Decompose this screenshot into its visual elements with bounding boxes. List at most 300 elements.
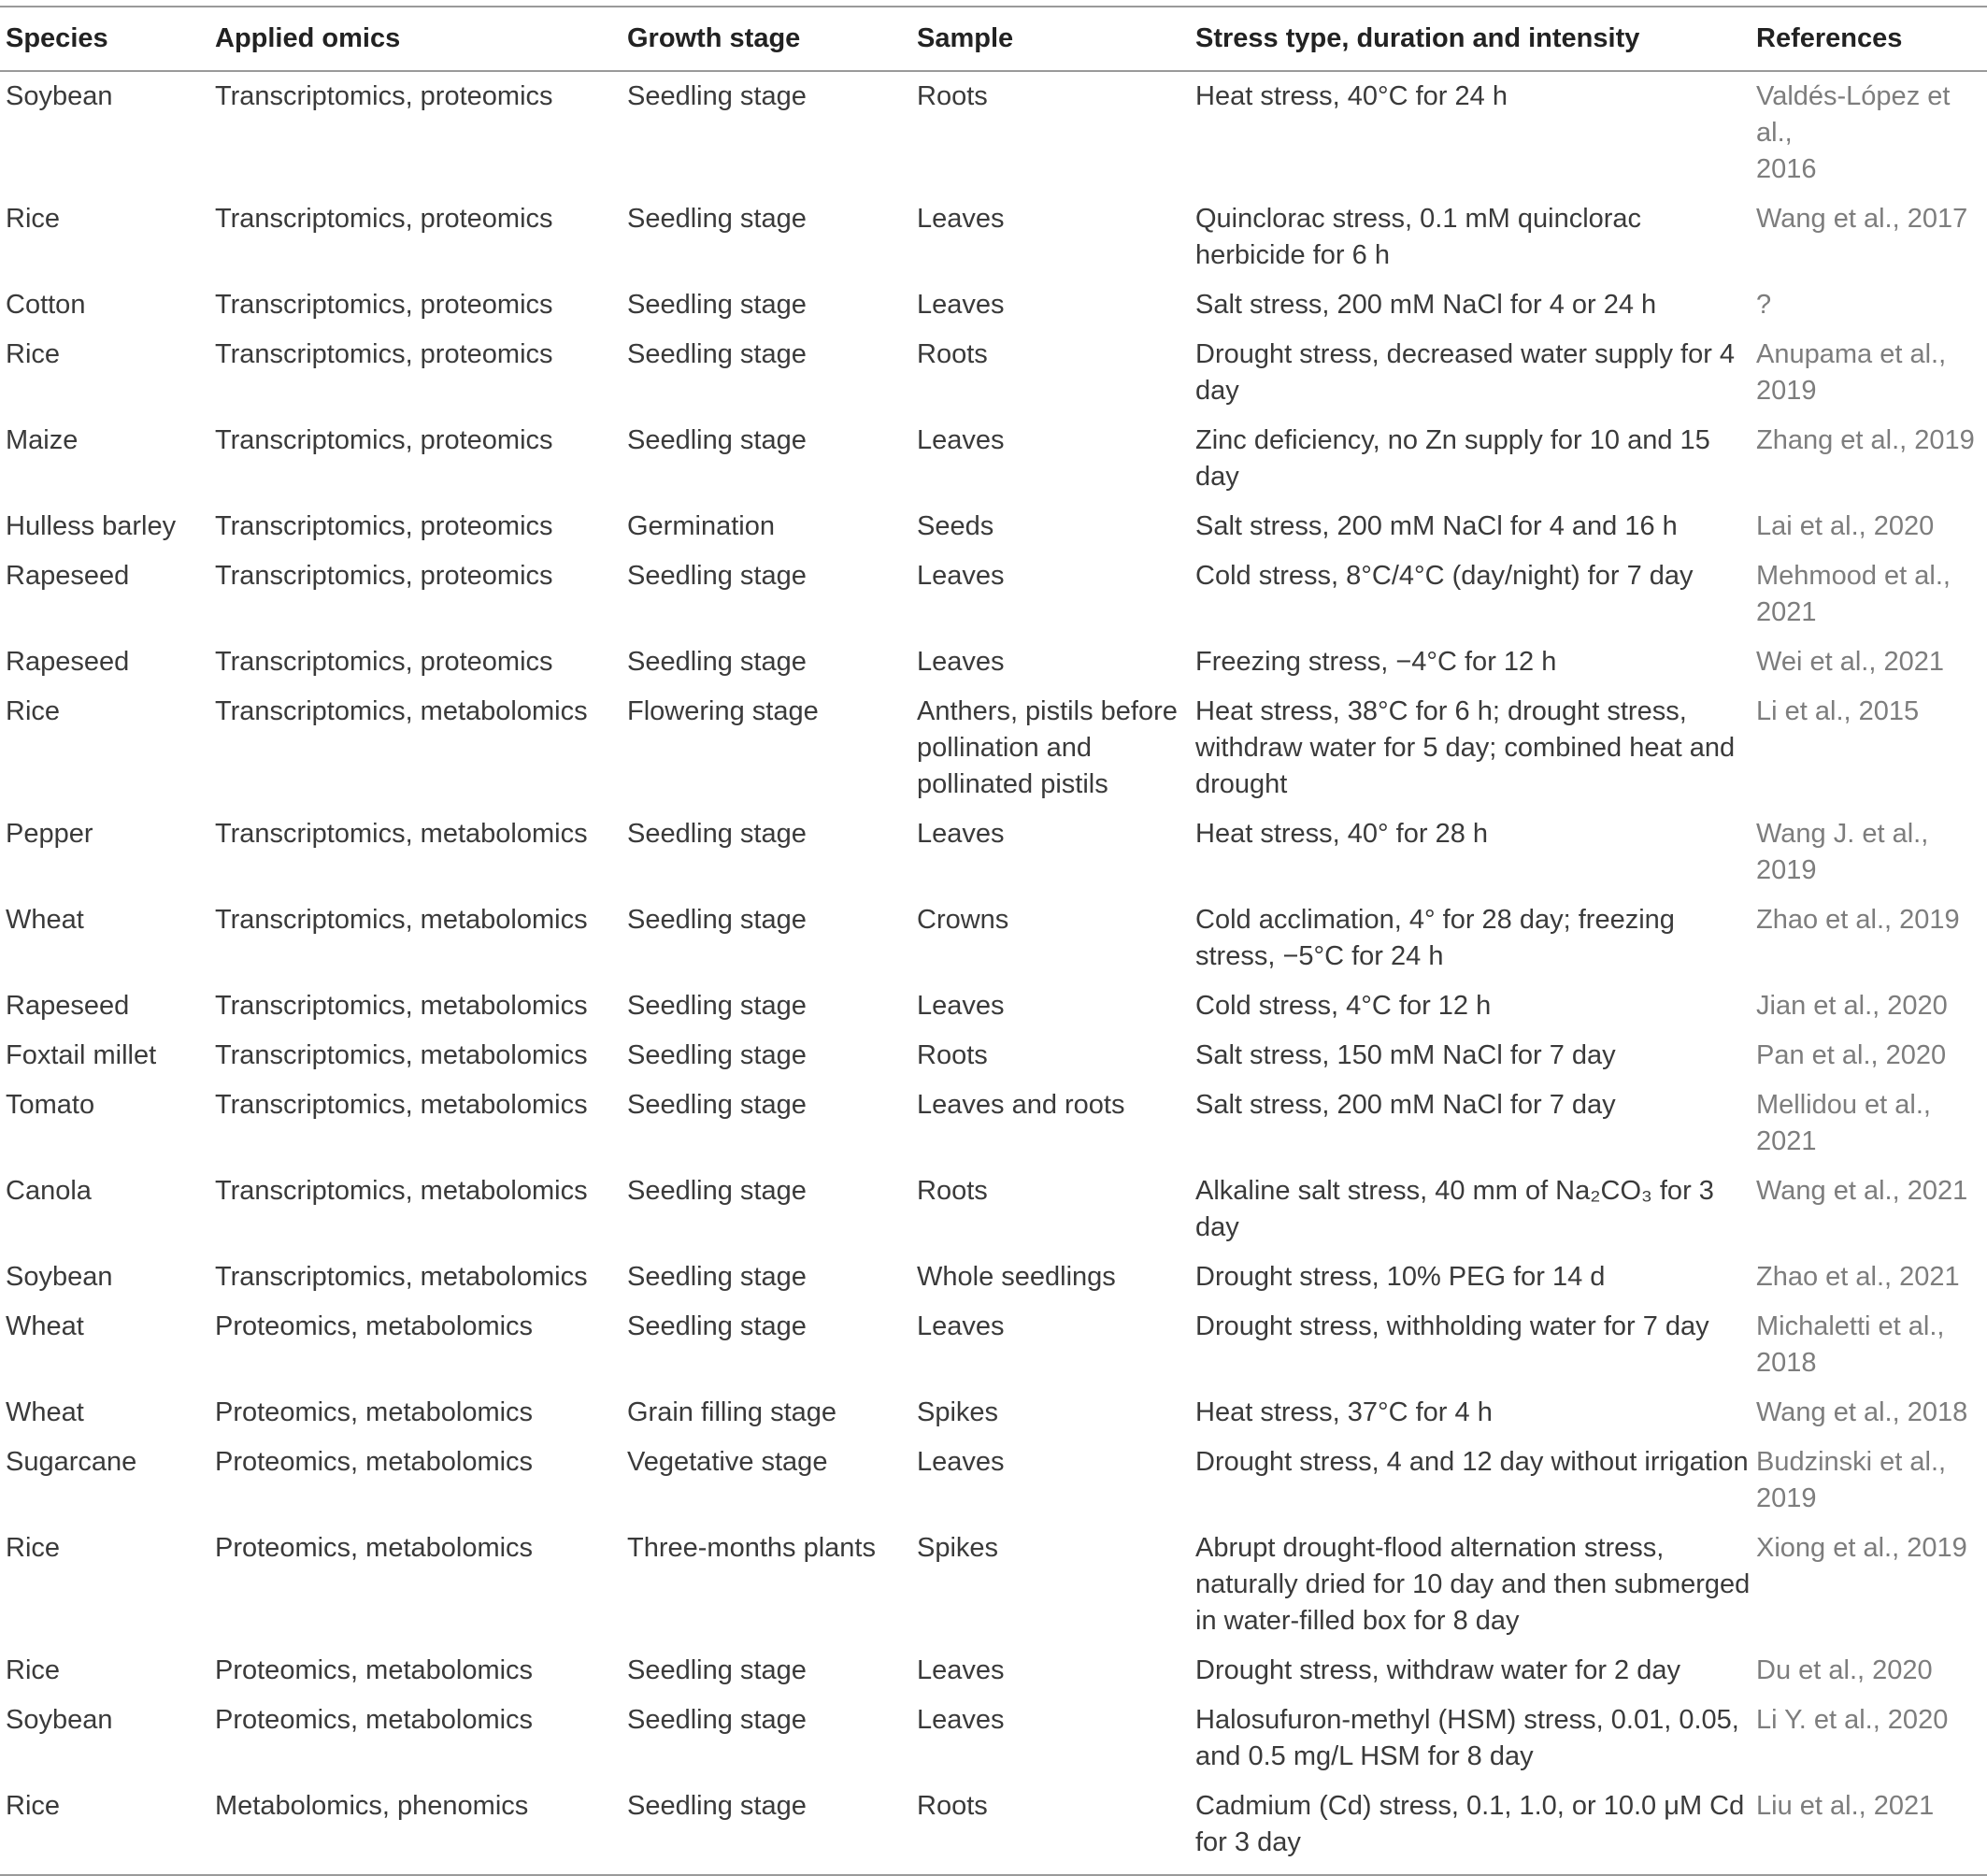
cell-applied-omics-text: Transcriptomics, proteomics xyxy=(215,511,553,541)
cell-applied-omics-text: Proteomics, metabolomics xyxy=(215,1311,534,1341)
cell-applied-omics xyxy=(209,280,622,330)
cell-reference xyxy=(1751,895,1987,981)
cell-applied-omics xyxy=(209,1031,622,1081)
cell-species-text: Rice xyxy=(6,696,61,726)
cell-growth-stage-text: Seedling stage xyxy=(627,905,807,935)
cell-stress xyxy=(1190,1696,1751,1782)
cell-reference-text: Pan et al., 2020 xyxy=(1756,1040,1947,1070)
cell-applied-omics xyxy=(209,551,622,637)
cell-sample xyxy=(911,687,1190,809)
cell-reference xyxy=(1751,71,1987,194)
cell-stress-text: Drought stress, 10% PEG for 14 d xyxy=(1195,1262,1606,1292)
cell-reference-text: Zhao et al., 2019 xyxy=(1756,905,1960,935)
cell-applied-omics-text: Transcriptomics, proteomics xyxy=(215,647,553,677)
cell-sample-text: Roots xyxy=(917,1176,988,1206)
cell-stress xyxy=(1190,1438,1751,1524)
cell-species-text: Pepper xyxy=(6,819,93,849)
table-row xyxy=(0,637,1987,687)
header-growth-stage: Growth stage xyxy=(627,23,801,53)
cell-sample xyxy=(911,1696,1190,1782)
cell-applied-omics xyxy=(209,1388,622,1438)
cell-reference-text: Li et al., 2015 xyxy=(1756,696,1920,726)
header-species: Species xyxy=(6,23,108,53)
cell-reference-text: Wang et al., 2017 xyxy=(1756,204,1968,234)
cell-sample xyxy=(911,1646,1190,1696)
cell-applied-omics xyxy=(209,1167,622,1253)
cell-species xyxy=(0,71,209,194)
cell-stress xyxy=(1190,416,1751,502)
cell-stress-text: Halosufuron-methyl (HSM) stress, 0.01, 0.05, and 0.5 mg/L HSM for 8 day xyxy=(1195,1705,1739,1771)
omics-table-container xyxy=(0,6,1987,1876)
cell-stress xyxy=(1190,551,1751,637)
table-row xyxy=(0,1081,1987,1167)
cell-sample-text: Crowns xyxy=(917,905,1009,935)
header-applied-omics: Applied omics xyxy=(215,23,401,53)
cell-reference xyxy=(1751,1438,1987,1524)
cell-growth-stage-text: Seedling stage xyxy=(627,1311,807,1341)
cell-applied-omics-text: Proteomics, metabolomics xyxy=(215,1533,534,1563)
cell-sample-text: Anthers, pistils before pollination and pollinated pistils xyxy=(917,696,1178,799)
cell-stress-text: Alkaline salt stress, 40 mm of Na₂CO₃ for 3 day xyxy=(1195,1176,1714,1242)
cell-sample xyxy=(911,502,1190,551)
cell-growth-stage xyxy=(622,1081,911,1167)
cell-species-text: Canola xyxy=(6,1176,92,1206)
cell-stress-text: Freezing stress, −4°C for 12 h xyxy=(1195,647,1557,677)
table-row xyxy=(0,280,1987,330)
cell-applied-omics xyxy=(209,1081,622,1167)
cell-sample xyxy=(911,1388,1190,1438)
cell-applied-omics-text: Transcriptomics, proteomics xyxy=(215,204,553,234)
cell-reference xyxy=(1751,1253,1987,1302)
cell-reference xyxy=(1751,280,1987,330)
cell-stress-text: Heat stress, 38°C for 6 h; drought stress, withdraw water for 5 day; combined heat and drought xyxy=(1195,696,1736,799)
cell-species-text: Tomato xyxy=(6,1090,95,1120)
cell-reference xyxy=(1751,1388,1987,1438)
cell-reference xyxy=(1751,551,1987,637)
cell-species-text: Rapeseed xyxy=(6,647,130,677)
cell-growth-stage xyxy=(622,1031,911,1081)
cell-applied-omics xyxy=(209,1782,622,1875)
cell-reference xyxy=(1751,1646,1987,1696)
cell-stress-text: Heat stress, 40°C for 24 h xyxy=(1195,81,1508,111)
cell-reference-text: ? xyxy=(1756,290,1772,320)
cell-stress xyxy=(1190,981,1751,1031)
cell-species xyxy=(0,1782,209,1875)
table-row xyxy=(0,1302,1987,1388)
cell-stress-text: Drought stress, decreased water supply for 4 day xyxy=(1195,339,1736,406)
cell-sample xyxy=(911,637,1190,687)
table-row xyxy=(0,1646,1987,1696)
cell-species xyxy=(0,1646,209,1696)
cell-applied-omics-text: Transcriptomics, metabolomics xyxy=(215,696,588,726)
cell-reference xyxy=(1751,1696,1987,1782)
table-row xyxy=(0,1524,1987,1646)
cell-species xyxy=(0,1438,209,1524)
cell-applied-omics xyxy=(209,416,622,502)
cell-applied-omics-text: Transcriptomics, proteomics xyxy=(215,561,553,591)
cell-sample xyxy=(911,71,1190,194)
cell-growth-stage xyxy=(622,416,911,502)
header-row xyxy=(0,7,1987,71)
table-row xyxy=(0,1031,1987,1081)
cell-species-text: Cotton xyxy=(6,290,86,320)
cell-reference xyxy=(1751,416,1987,502)
table-row xyxy=(0,1696,1987,1782)
cell-reference xyxy=(1751,687,1987,809)
cell-growth-stage-text: Seedling stage xyxy=(627,819,807,849)
header-references: References xyxy=(1756,23,1903,53)
cell-growth-stage-text: Seedling stage xyxy=(627,561,807,591)
header-stress: Stress type, duration and intensity xyxy=(1195,23,1640,53)
cell-applied-omics xyxy=(209,809,622,895)
cell-growth-stage xyxy=(622,71,911,194)
cell-growth-stage xyxy=(622,1782,911,1875)
cell-applied-omics-text: Transcriptomics, metabolomics xyxy=(215,1040,588,1070)
cell-species xyxy=(0,1302,209,1388)
cell-stress xyxy=(1190,1081,1751,1167)
cell-applied-omics-text: Metabolomics, phenomics xyxy=(215,1791,529,1821)
table-row xyxy=(0,1438,1987,1524)
cell-species-text: Soybean xyxy=(6,81,113,111)
cell-growth-stage xyxy=(622,809,911,895)
cell-sample-text: Whole seedlings xyxy=(917,1262,1116,1292)
cell-stress-text: Salt stress, 200 mM NaCl for 4 and 16 h xyxy=(1195,511,1678,541)
cell-stress xyxy=(1190,895,1751,981)
cell-stress-text: Cold stress, 4°C for 12 h xyxy=(1195,991,1492,1021)
cell-sample-text: Spikes xyxy=(917,1397,999,1427)
cell-sample xyxy=(911,194,1190,280)
cell-applied-omics xyxy=(209,71,622,194)
cell-species xyxy=(0,809,209,895)
cell-growth-stage xyxy=(622,1302,911,1388)
cell-reference-text: Zhang et al., 2019 xyxy=(1756,425,1975,455)
cell-species xyxy=(0,330,209,416)
cell-growth-stage xyxy=(622,895,911,981)
cell-growth-stage-text: Flowering stage xyxy=(627,696,819,726)
cell-reference xyxy=(1751,1031,1987,1081)
cell-species-text: Foxtail millet xyxy=(6,1040,157,1070)
table-row xyxy=(0,71,1987,194)
cell-stress-text: Drought stress, 4 and 12 day without irrigation xyxy=(1195,1447,1749,1477)
cell-species xyxy=(0,1524,209,1646)
cell-applied-omics-text: Transcriptomics, metabolomics xyxy=(215,1090,588,1120)
cell-reference xyxy=(1751,1167,1987,1253)
cell-stress xyxy=(1190,1302,1751,1388)
cell-sample-text: Roots xyxy=(917,1040,988,1070)
cell-stress-text: Heat stress, 37°C for 4 h xyxy=(1195,1397,1493,1427)
cell-applied-omics-text: Transcriptomics, metabolomics xyxy=(215,1262,588,1292)
cell-applied-omics xyxy=(209,502,622,551)
cell-applied-omics-text: Transcriptomics, proteomics xyxy=(215,339,553,369)
cell-stress-text: Drought stress, withholding water for 7 day xyxy=(1195,1311,1709,1341)
cell-growth-stage xyxy=(622,1388,911,1438)
table-row xyxy=(0,1167,1987,1253)
cell-growth-stage-text: Germination xyxy=(627,511,775,541)
cell-sample-text: Leaves xyxy=(917,647,1005,677)
cell-sample xyxy=(911,809,1190,895)
cell-species xyxy=(0,551,209,637)
table-row xyxy=(0,194,1987,280)
cell-species-text: Wheat xyxy=(6,1397,84,1427)
cell-species-text: Rice xyxy=(6,1791,61,1821)
table-body xyxy=(0,71,1987,1875)
table-row xyxy=(0,895,1987,981)
table-header xyxy=(0,7,1987,71)
cell-species xyxy=(0,1167,209,1253)
cell-species-text: Wheat xyxy=(6,1311,84,1341)
cell-species-text: Rice xyxy=(6,339,61,369)
cell-applied-omics xyxy=(209,1438,622,1524)
cell-reference-text: Michaletti et al., 2018 xyxy=(1756,1311,1945,1378)
cell-applied-omics xyxy=(209,1524,622,1646)
cell-stress xyxy=(1190,1524,1751,1646)
cell-reference xyxy=(1751,809,1987,895)
cell-applied-omics-text: Transcriptomics, metabolomics xyxy=(215,819,588,849)
cell-sample xyxy=(911,1438,1190,1524)
table-row xyxy=(0,809,1987,895)
cell-growth-stage xyxy=(622,502,911,551)
cell-reference-text: Jian et al., 2020 xyxy=(1756,991,1948,1021)
cell-reference xyxy=(1751,1081,1987,1167)
cell-growth-stage xyxy=(622,1167,911,1253)
table-row xyxy=(0,416,1987,502)
cell-sample xyxy=(911,551,1190,637)
cell-sample xyxy=(911,280,1190,330)
cell-sample-text: Leaves xyxy=(917,1705,1005,1735)
cell-growth-stage xyxy=(622,330,911,416)
cell-stress-text: Drought stress, withdraw water for 2 day xyxy=(1195,1655,1680,1685)
cell-applied-omics xyxy=(209,330,622,416)
cell-species xyxy=(0,637,209,687)
cell-species-text: Sugarcane xyxy=(6,1447,137,1477)
cell-species xyxy=(0,981,209,1031)
cell-reference-text: Li Y. et al., 2020 xyxy=(1756,1705,1949,1735)
cell-growth-stage-text: Seedling stage xyxy=(627,1705,807,1735)
cell-stress-text: Abrupt drought-flood alternation stress, naturally dried for 10 day and then submerged in water-filled box for 8 day xyxy=(1195,1533,1751,1636)
table-row xyxy=(0,502,1987,551)
cell-growth-stage xyxy=(622,637,911,687)
cell-reference-text: Anupama et al., 2019 xyxy=(1756,339,1947,406)
cell-applied-omics xyxy=(209,895,622,981)
cell-reference-text: Xiong et al., 2019 xyxy=(1756,1533,1967,1563)
cell-species-text: Soybean xyxy=(6,1705,113,1735)
cell-stress xyxy=(1190,1388,1751,1438)
cell-sample-text: Leaves xyxy=(917,1655,1005,1685)
cell-species-text: Wheat xyxy=(6,905,84,935)
cell-growth-stage xyxy=(622,687,911,809)
table-row xyxy=(0,330,1987,416)
cell-reference-text: Wang et al., 2021 xyxy=(1756,1176,1968,1206)
cell-growth-stage xyxy=(622,551,911,637)
cell-stress xyxy=(1190,502,1751,551)
cell-species xyxy=(0,1031,209,1081)
cell-sample xyxy=(911,1782,1190,1875)
cell-sample xyxy=(911,1524,1190,1646)
cell-sample-text: Roots xyxy=(917,1791,988,1821)
cell-applied-omics-text: Transcriptomics, metabolomics xyxy=(215,905,588,935)
cell-applied-omics-text: Transcriptomics, proteomics xyxy=(215,290,553,320)
cell-stress xyxy=(1190,1253,1751,1302)
cell-sample-text: Leaves xyxy=(917,425,1005,455)
cell-species-text: Maize xyxy=(6,425,79,455)
cell-growth-stage xyxy=(622,1646,911,1696)
cell-applied-omics-text: Proteomics, metabolomics xyxy=(215,1705,534,1735)
cell-applied-omics xyxy=(209,637,622,687)
cell-stress xyxy=(1190,1646,1751,1696)
cell-sample xyxy=(911,895,1190,981)
cell-growth-stage-text: Seedling stage xyxy=(627,1040,807,1070)
cell-sample-text: Seeds xyxy=(917,511,994,541)
cell-applied-omics xyxy=(209,194,622,280)
cell-species-text: Hulless barley xyxy=(6,511,177,541)
cell-sample-text: Leaves xyxy=(917,1447,1005,1477)
cell-applied-omics-text: Transcriptomics, metabolomics xyxy=(215,991,588,1021)
cell-reference xyxy=(1751,502,1987,551)
cell-species xyxy=(0,416,209,502)
cell-growth-stage-text: Seedling stage xyxy=(627,1262,807,1292)
cell-growth-stage xyxy=(622,981,911,1031)
cell-growth-stage xyxy=(622,1524,911,1646)
cell-species-text: Rapeseed xyxy=(6,991,130,1021)
cell-species-text: Rapeseed xyxy=(6,561,130,591)
cell-growth-stage-text: Vegetative stage xyxy=(627,1447,828,1477)
cell-sample-text: Roots xyxy=(917,81,988,111)
cell-reference-text: Mehmood et al., 2021 xyxy=(1756,561,1951,627)
header-sample: Sample xyxy=(917,23,1014,53)
cell-stress xyxy=(1190,1167,1751,1253)
cell-sample xyxy=(911,981,1190,1031)
cell-sample xyxy=(911,1302,1190,1388)
cell-reference-text: Wang et al., 2018 xyxy=(1756,1397,1968,1427)
cell-growth-stage xyxy=(622,194,911,280)
cell-sample-text: Roots xyxy=(917,339,988,369)
cell-stress-text: Salt stress, 200 mM NaCl for 4 or 24 h xyxy=(1195,290,1657,320)
cell-reference xyxy=(1751,637,1987,687)
cell-sample xyxy=(911,1167,1190,1253)
cell-stress-text: Salt stress, 150 mM NaCl for 7 day xyxy=(1195,1040,1616,1070)
cell-species xyxy=(0,1696,209,1782)
cell-sample xyxy=(911,416,1190,502)
cell-stress-text: Salt stress, 200 mM NaCl for 7 day xyxy=(1195,1090,1616,1120)
table-row xyxy=(0,981,1987,1031)
cell-growth-stage-text: Seedling stage xyxy=(627,425,807,455)
cell-reference-text: Wei et al., 2021 xyxy=(1756,647,1944,677)
cell-applied-omics-text: Transcriptomics, proteomics xyxy=(215,425,553,455)
cell-growth-stage-text: Seedling stage xyxy=(627,1176,807,1206)
cell-applied-omics xyxy=(209,1253,622,1302)
cell-applied-omics xyxy=(209,1302,622,1388)
cell-species-text: Rice xyxy=(6,204,61,234)
cell-stress xyxy=(1190,71,1751,194)
cell-applied-omics xyxy=(209,1696,622,1782)
cell-sample-text: Leaves and roots xyxy=(917,1090,1125,1120)
cell-stress xyxy=(1190,1782,1751,1875)
cell-species-text: Rice xyxy=(6,1655,61,1685)
cell-stress-text: Heat stress, 40° for 28 h xyxy=(1195,819,1489,849)
cell-sample xyxy=(911,1031,1190,1081)
cell-reference-text: Zhao et al., 2021 xyxy=(1756,1262,1960,1292)
cell-species xyxy=(0,895,209,981)
cell-stress xyxy=(1190,687,1751,809)
cell-reference xyxy=(1751,1524,1987,1646)
cell-reference-text: Valdés-López et al., 2016 xyxy=(1756,81,1951,184)
cell-species xyxy=(0,502,209,551)
table-row xyxy=(0,551,1987,637)
cell-applied-omics xyxy=(209,1646,622,1696)
cell-species-text: Rice xyxy=(6,1533,61,1563)
cell-reference-text: Du et al., 2020 xyxy=(1756,1655,1933,1685)
cell-reference xyxy=(1751,194,1987,280)
cell-growth-stage-text: Seedling stage xyxy=(627,1655,807,1685)
cell-growth-stage-text: Seedling stage xyxy=(627,1090,807,1120)
cell-growth-stage-text: Seedling stage xyxy=(627,1791,807,1821)
cell-reference-text: Liu et al., 2021 xyxy=(1756,1791,1935,1821)
cell-stress xyxy=(1190,1031,1751,1081)
cell-reference xyxy=(1751,330,1987,416)
cell-stress-text: Cold acclimation, 4° for 28 day; freezing stress, −5°C for 24 h xyxy=(1195,905,1675,971)
cell-reference-text: Mellidou et al., 2021 xyxy=(1756,1090,1931,1156)
cell-stress xyxy=(1190,280,1751,330)
cell-growth-stage-text: Seedling stage xyxy=(627,339,807,369)
cell-sample-text: Leaves xyxy=(917,1311,1005,1341)
cell-stress xyxy=(1190,330,1751,416)
cell-species xyxy=(0,687,209,809)
cell-applied-omics-text: Transcriptomics, proteomics xyxy=(215,81,553,111)
cell-growth-stage xyxy=(622,280,911,330)
cell-growth-stage-text: Seedling stage xyxy=(627,204,807,234)
cell-species xyxy=(0,280,209,330)
cell-applied-omics-text: Proteomics, metabolomics xyxy=(215,1397,534,1427)
cell-sample-text: Leaves xyxy=(917,819,1005,849)
table-row xyxy=(0,687,1987,809)
cell-sample-text: Leaves xyxy=(917,561,1005,591)
cell-growth-stage xyxy=(622,1253,911,1302)
cell-applied-omics-text: Proteomics, metabolomics xyxy=(215,1655,534,1685)
cell-sample xyxy=(911,330,1190,416)
cell-applied-omics xyxy=(209,687,622,809)
cell-stress-text: Cold stress, 8°C/4°C (day/night) for 7 day xyxy=(1195,561,1694,591)
cell-applied-omics xyxy=(209,981,622,1031)
cell-stress-text: Quinclorac stress, 0.1 mM quinclorac herbicide for 6 h xyxy=(1195,204,1642,270)
cell-species xyxy=(0,194,209,280)
cell-species xyxy=(0,1388,209,1438)
table-row xyxy=(0,1253,1987,1302)
table-row xyxy=(0,1388,1987,1438)
cell-reference-text: Lai et al., 2020 xyxy=(1756,511,1935,541)
cell-stress xyxy=(1190,809,1751,895)
cell-sample-text: Spikes xyxy=(917,1533,999,1563)
cell-applied-omics-text: Transcriptomics, metabolomics xyxy=(215,1176,588,1206)
cell-sample-text: Leaves xyxy=(917,290,1005,320)
cell-growth-stage-text: Seedling stage xyxy=(627,81,807,111)
cell-growth-stage xyxy=(622,1438,911,1524)
cell-reference xyxy=(1751,981,1987,1031)
cell-sample xyxy=(911,1081,1190,1167)
cell-sample-text: Leaves xyxy=(917,204,1005,234)
cell-reference-text: Budzinski et al., 2019 xyxy=(1756,1447,1947,1513)
cell-growth-stage-text: Grain filling stage xyxy=(627,1397,837,1427)
cell-growth-stage-text: Seedling stage xyxy=(627,991,807,1021)
cell-stress xyxy=(1190,194,1751,280)
cell-growth-stage-text: Seedling stage xyxy=(627,647,807,677)
cell-stress-text: Cadmium (Cd) stress, 0.1, 1.0, or 10.0 μM Cd for 3 day xyxy=(1195,1791,1745,1857)
cell-reference xyxy=(1751,1782,1987,1875)
cell-applied-omics-text: Proteomics, metabolomics xyxy=(215,1447,534,1477)
omics-studies-table xyxy=(0,6,1987,1876)
table-row xyxy=(0,1782,1987,1875)
cell-stress xyxy=(1190,637,1751,687)
cell-species xyxy=(0,1081,209,1167)
